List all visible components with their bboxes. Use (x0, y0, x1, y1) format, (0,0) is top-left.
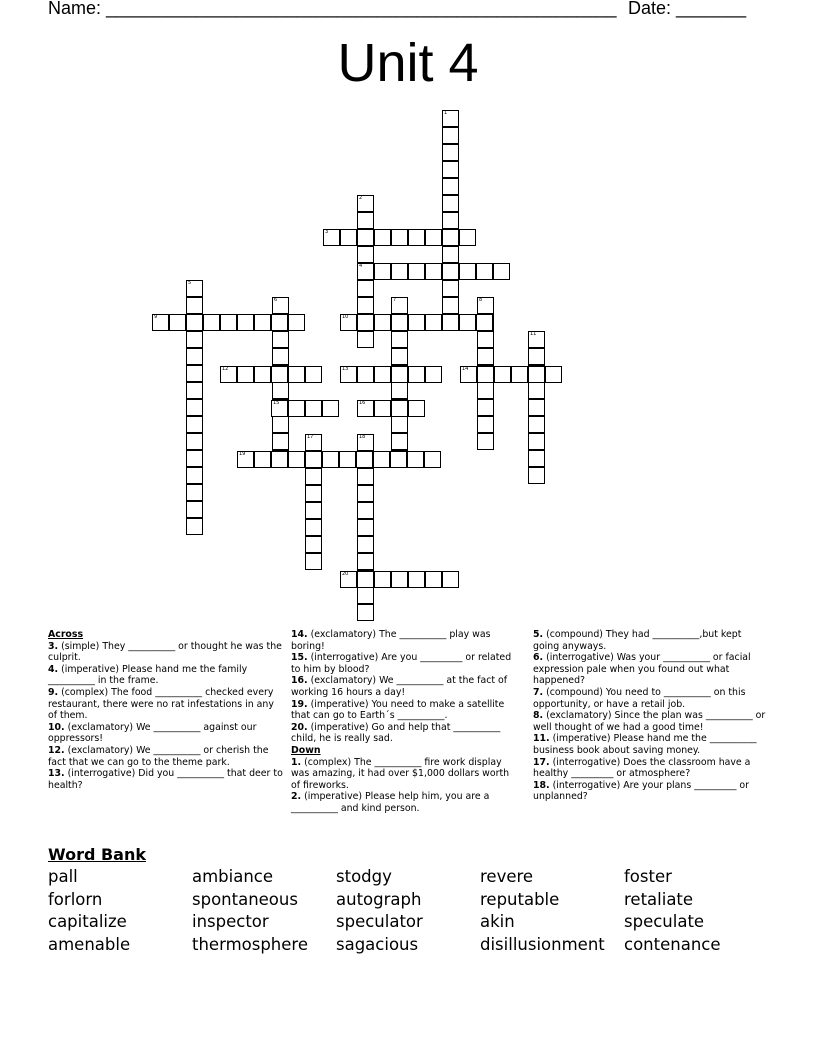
crossword-cell[interactable] (391, 382, 408, 399)
clue-number: 16. (291, 675, 308, 687)
crossword-cell[interactable] (528, 331, 545, 348)
clue-text: (exclamatory) The __________ play was boring! (291, 629, 491, 652)
crossword-cell[interactable] (373, 451, 390, 468)
clue-text: (exclamatory) Since the plan was __________ or well thought of we had a good time! (533, 710, 766, 733)
clue-item (48, 641, 283, 664)
clue-item (48, 687, 283, 722)
crossword-cell[interactable] (442, 127, 459, 144)
across-clue-list (48, 641, 283, 792)
clue-item (48, 768, 283, 791)
word-bank-item: autograph (336, 889, 422, 909)
crossword-cell[interactable] (237, 366, 254, 383)
word-bank-item: forlorn (48, 889, 103, 909)
crossword-cell[interactable] (442, 161, 459, 178)
crossword-cell[interactable] (357, 400, 374, 417)
word-bank-item: reputable (480, 889, 560, 909)
clue-number-label: 4 (359, 263, 363, 269)
crossword-cell[interactable] (186, 433, 203, 450)
clue-text: (simple) They __________ or thought he was the culprit. (48, 640, 282, 664)
clue-number-label: 5 (188, 280, 192, 286)
crossword-cell[interactable] (357, 434, 374, 451)
crossword-cell[interactable] (305, 536, 322, 553)
word-bank-item: disillusionment (480, 935, 605, 955)
crossword-cell[interactable] (288, 400, 305, 417)
crossword-cell[interactable] (476, 263, 493, 280)
crossword-cell[interactable] (271, 314, 288, 331)
crossword-cell[interactable] (357, 212, 374, 229)
crossword-cell[interactable] (357, 280, 374, 297)
word-bank-item: spontaneous (192, 889, 298, 909)
crossword-cell[interactable] (528, 366, 545, 383)
crossword-cell[interactable] (186, 382, 203, 399)
clue-number: 6. (533, 652, 544, 664)
crossword-cell[interactable] (186, 331, 203, 348)
crossword-cell[interactable] (442, 263, 459, 280)
crossword-cell[interactable] (271, 366, 288, 383)
crossword-cell[interactable] (186, 501, 203, 518)
crossword-cell[interactable] (237, 314, 254, 331)
name-field-label[interactable]: Name: ___________________________________________________ (48, 0, 617, 18)
clue-number: 18. (533, 779, 550, 791)
down-heading: Down (291, 744, 321, 756)
crossword-cell[interactable] (288, 451, 305, 468)
crossword-cell[interactable] (528, 348, 545, 365)
word-bank-item: foster (624, 867, 672, 886)
clue-number-label: 8 (479, 297, 483, 303)
crossword-cell[interactable] (305, 519, 322, 536)
clue-item (291, 791, 521, 814)
word-bank-item: capitalize (48, 912, 127, 932)
down-clue-list (291, 757, 521, 815)
crossword-cell[interactable] (425, 314, 442, 331)
clue-text: (compound) They had __________,but kept going anyways. (533, 629, 742, 652)
crossword-cell[interactable] (425, 229, 442, 246)
crossword-cell[interactable] (424, 451, 441, 468)
crossword-cell[interactable] (408, 400, 425, 417)
word-bank-item: pall (48, 867, 78, 886)
clue-number: 9. (48, 686, 59, 698)
crossword-cell[interactable] (442, 246, 459, 263)
across-clue-list-continued (291, 629, 521, 745)
crossword-cell[interactable] (357, 229, 374, 246)
crossword-cell[interactable] (305, 468, 322, 485)
word-bank-item: ambiance (192, 867, 274, 886)
crossword-cell[interactable] (357, 366, 374, 383)
crossword-cell[interactable] (391, 416, 408, 433)
crossword-cell[interactable] (272, 331, 289, 348)
crossword-cell[interactable] (442, 229, 459, 246)
crossword-cell[interactable] (288, 314, 305, 331)
crossword-cell[interactable] (186, 484, 203, 501)
clue-text: (interrogative) Did you __________ that deer to health? (48, 768, 283, 791)
clue-number: 10. (48, 721, 65, 733)
clue-text: (imperative) Go and help that __________ child, he is really sad. (291, 721, 501, 745)
clue-number: 15. (291, 652, 308, 664)
crossword-cell[interactable] (528, 399, 545, 416)
clues-column-1 (48, 629, 283, 791)
crossword-cell[interactable] (203, 314, 220, 331)
clue-number-label: 19 (239, 451, 246, 457)
clue-number: 20. (291, 721, 308, 733)
clue-item (48, 664, 283, 687)
word-bank-item: speculate (624, 912, 705, 932)
crossword-cell[interactable] (391, 366, 408, 383)
crossword-cell[interactable] (254, 314, 271, 331)
crossword-cell[interactable] (459, 229, 476, 246)
crossword-cell[interactable] (357, 297, 374, 314)
crossword-cell[interactable] (545, 366, 562, 383)
crossword-cell[interactable] (340, 314, 357, 331)
word-bank-item: sagacious (336, 935, 419, 955)
clue-number-label: 3 (325, 229, 329, 235)
clue-item (291, 629, 521, 652)
crossword-cell[interactable] (477, 366, 494, 383)
crossword-cell[interactable] (408, 263, 425, 280)
clue-number: 13. (48, 768, 65, 780)
clue-item (533, 710, 768, 733)
crossword-cell[interactable] (357, 502, 374, 519)
crossword-cell[interactable] (186, 399, 203, 416)
clue-number-label: 14 (462, 366, 469, 372)
crossword-cell[interactable] (391, 400, 408, 417)
clue-text: (imperative) You need to make a satellite that can go to Earth´s __________. (291, 698, 505, 722)
crossword-cell[interactable] (152, 314, 169, 331)
clue-number: 19. (291, 698, 308, 710)
crossword-cell[interactable] (442, 178, 459, 195)
crossword-cell[interactable] (442, 110, 459, 127)
clue-number-label: 7 (393, 297, 397, 303)
clue-number: 1. (291, 756, 302, 768)
clue-text: (exclamatory) We __________ or cherish the fact that we can go to the theme park. (48, 744, 269, 768)
clue-item (533, 629, 768, 652)
clue-item (291, 722, 521, 745)
clue-item (48, 745, 283, 768)
crossword-cell[interactable] (391, 348, 408, 365)
clue-number: 14. (291, 629, 308, 640)
crossword-cell[interactable] (340, 229, 357, 246)
crossword-cell[interactable] (442, 571, 459, 588)
crossword-cell[interactable] (340, 366, 357, 383)
clue-text: (exclamatory) We __________ against our oppressors! (48, 721, 257, 745)
crossword-cell[interactable] (425, 366, 442, 383)
clue-text: (interrogative) Are your plans _________ or unplanned? (533, 779, 749, 803)
crossword-cell[interactable] (357, 571, 374, 588)
crossword-cell[interactable] (425, 571, 442, 588)
crossword-cell[interactable] (272, 433, 289, 450)
crossword-cell[interactable] (528, 382, 545, 399)
crossword-cell[interactable] (357, 195, 374, 212)
crossword-cell[interactable] (186, 297, 203, 314)
crossword-cell[interactable] (374, 263, 391, 280)
clue-number: 4. (48, 663, 59, 675)
crossword-cell[interactable] (459, 263, 476, 280)
crossword-cell[interactable] (323, 229, 340, 246)
word-bank-item: stodgy (336, 867, 392, 886)
crossword-cell[interactable] (442, 297, 459, 314)
crossword-cell[interactable] (357, 587, 374, 604)
crossword-cell[interactable] (477, 331, 494, 348)
crossword-cell[interactable] (272, 416, 289, 433)
clue-text: (interrogative) Are you _________ or related to him by blood? (291, 652, 512, 675)
clue-item (533, 652, 768, 687)
word-bank-item: contenance (624, 935, 721, 955)
crossword-cell[interactable] (186, 365, 203, 382)
crossword-cell[interactable] (305, 553, 322, 570)
word-bank-item: thermosphere (192, 935, 308, 955)
crossword-cell[interactable] (305, 502, 322, 519)
clue-text: (interrogative) Does the classroom have a healthy _________ or atmosphere? (533, 756, 751, 780)
crossword-cell[interactable] (425, 263, 442, 280)
clue-number-label: 9 (154, 314, 158, 320)
clue-number-label: 10 (342, 314, 349, 320)
word-bank-item: retaliate (624, 889, 694, 909)
clue-number: 17. (533, 756, 550, 768)
crossword-cell[interactable] (477, 433, 494, 450)
crossword-cell[interactable] (357, 263, 374, 280)
crossword-cell[interactable] (357, 246, 374, 263)
across-heading: Across (48, 629, 84, 640)
crossword-cell[interactable] (391, 331, 408, 348)
crossword-cell[interactable] (477, 348, 494, 365)
crossword-cell[interactable] (477, 399, 494, 416)
clue-number: 3. (48, 640, 59, 652)
clue-text: (imperative) Please hand me the __________ business book about saving money. (533, 733, 757, 756)
word-bank-item: revere (480, 867, 534, 886)
crossword-cell[interactable] (305, 434, 322, 451)
crossword-cell[interactable] (272, 297, 289, 314)
crossword-cell[interactable] (186, 416, 203, 433)
clue-item (533, 733, 768, 756)
clue-item (533, 687, 768, 710)
clue-number-label: 18 (359, 434, 366, 440)
clue-number: 5. (533, 629, 544, 640)
word-bank-item: amenable (48, 935, 131, 955)
crossword-cell[interactable] (254, 451, 271, 468)
clue-text: (imperative) Please hand me the family __________ in the frame. (48, 663, 248, 687)
clue-text: (compound) You need to __________ on this opportunity, or have a retail job. (533, 686, 746, 710)
crossword-cell[interactable] (391, 571, 408, 588)
crossword-cell[interactable] (511, 366, 528, 383)
crossword-cell[interactable] (528, 433, 545, 450)
crossword-cell[interactable] (391, 433, 408, 450)
crossword-cell[interactable] (357, 331, 374, 348)
crossword-cell[interactable] (442, 212, 459, 229)
crossword-cell[interactable] (220, 314, 237, 331)
crossword-cell[interactable] (356, 451, 373, 468)
crossword-cell[interactable] (357, 314, 374, 331)
page-title: Unit 4 (337, 33, 479, 93)
clue-item (291, 757, 521, 792)
clue-text: (complex) The food __________ checked every restaurant, there were no rat infestations in any of them. (48, 686, 274, 722)
crossword-cell[interactable] (442, 314, 459, 331)
crossword-cell[interactable] (408, 366, 425, 383)
crossword-cell[interactable] (494, 366, 511, 383)
clue-item (533, 780, 768, 803)
clue-item (291, 652, 521, 675)
clue-item (48, 722, 283, 745)
crossword-cell[interactable] (391, 263, 408, 280)
crossword-cell[interactable] (477, 416, 494, 433)
down-clue-list-continued (533, 629, 768, 803)
crossword-cell[interactable] (374, 366, 391, 383)
crossword-cell[interactable] (339, 451, 356, 468)
crossword-cell[interactable] (186, 280, 203, 297)
crossword-cell[interactable] (391, 297, 408, 314)
clue-text: (imperative) Please help him, you are a __________ and kind person. (291, 791, 490, 814)
clues-column-3 (533, 629, 768, 803)
clue-number-label: 13 (342, 366, 349, 372)
crossword-cell[interactable] (271, 400, 288, 417)
crossword-cell[interactable] (357, 468, 374, 485)
header (48, 0, 748, 20)
clue-number-label: 6 (274, 297, 278, 303)
crossword-cell[interactable] (459, 314, 476, 331)
crossword-cell[interactable] (374, 571, 391, 588)
clue-number-label: 20 (342, 571, 349, 577)
crossword-cell[interactable] (374, 229, 391, 246)
crossword-cell[interactable] (528, 467, 545, 484)
crossword-cell[interactable] (305, 366, 322, 383)
crossword-cell[interactable] (305, 451, 322, 468)
crossword-cell[interactable] (186, 450, 203, 467)
crossword-cell[interactable] (186, 348, 203, 365)
crossword-cell[interactable] (272, 348, 289, 365)
crossword-cell[interactable] (272, 382, 289, 399)
crossword-cell[interactable] (357, 536, 374, 553)
crossword-cell[interactable] (357, 604, 374, 621)
crossword-cell[interactable] (340, 571, 357, 588)
clues-column-2 (291, 629, 521, 815)
crossword-cell[interactable] (357, 519, 374, 536)
crossword-cell[interactable] (442, 280, 459, 297)
crossword-cell[interactable] (391, 314, 408, 331)
crossword-cell[interactable] (288, 366, 305, 383)
word-bank-title: Word Bank (48, 845, 147, 864)
clue-number-label: 1 (444, 110, 448, 116)
crossword-cell[interactable] (254, 366, 271, 383)
crossword-cell[interactable] (528, 416, 545, 433)
crossword-cell[interactable] (237, 451, 254, 468)
crossword-cell[interactable] (220, 366, 237, 383)
clue-number: 7. (533, 686, 544, 698)
crossword-cell[interactable] (408, 229, 425, 246)
crossword-cell[interactable] (528, 450, 545, 467)
word-bank-item: speculator (336, 912, 423, 932)
crossword-cell[interactable] (322, 451, 339, 468)
word-bank (48, 866, 788, 957)
word-bank-item: akin (480, 912, 515, 932)
crossword-cell[interactable] (357, 553, 374, 570)
clue-number-label: 11 (530, 331, 537, 337)
crossword-cell[interactable] (305, 400, 322, 417)
clue-number-label: 16 (359, 400, 366, 406)
crossword-cell[interactable] (374, 400, 391, 417)
clue-item (291, 699, 521, 722)
crossword-cell[interactable] (390, 451, 407, 468)
clue-item (291, 675, 521, 698)
crossword-cell[interactable] (442, 195, 459, 212)
clue-number: 2. (291, 791, 302, 803)
clue-number-label: 17 (307, 434, 314, 440)
crossword-cell[interactable] (169, 314, 186, 331)
crossword-cell[interactable] (408, 571, 425, 588)
clue-item (533, 757, 768, 780)
date-field-label[interactable]: Date: _______ (628, 0, 747, 18)
clue-number: 12. (48, 744, 65, 756)
crossword-cell[interactable] (374, 314, 391, 331)
crossword-cell[interactable] (186, 467, 203, 484)
clue-text: (interrogative) Was your __________ or facial expression pale when you found out what happened? (533, 652, 751, 687)
crossword-cell[interactable] (442, 144, 459, 161)
clue-number-label: 12 (222, 366, 229, 372)
crossword-cell[interactable] (186, 314, 203, 331)
clue-text: (complex) The __________ fire work display was amazing, it had over $1,000 dollars worth of fireworks. (291, 756, 510, 791)
crossword-cell[interactable] (186, 518, 203, 535)
crossword-cell[interactable] (477, 382, 494, 399)
crossword-cell[interactable] (322, 400, 339, 417)
crossword-cell[interactable] (407, 451, 424, 468)
crossword-cell[interactable] (305, 485, 322, 502)
clue-number-label: 2 (359, 195, 363, 201)
crossword-cell[interactable] (493, 263, 510, 280)
clue-number-label: 15 (273, 400, 280, 406)
crossword-cell[interactable] (408, 314, 425, 331)
clue-number: 8. (533, 710, 544, 722)
clue-number: 11. (533, 733, 550, 745)
crossword-cell[interactable] (357, 485, 374, 502)
crossword-cell[interactable] (476, 314, 493, 331)
crossword-cell[interactable] (271, 451, 288, 468)
word-bank-item: inspector (192, 912, 269, 932)
crossword-cell[interactable] (391, 229, 408, 246)
crossword-cell[interactable] (477, 297, 494, 314)
crossword-cell[interactable] (460, 366, 477, 383)
clue-text: (exclamatory) We __________ at the fact of working 16 hours a day! (291, 675, 508, 698)
